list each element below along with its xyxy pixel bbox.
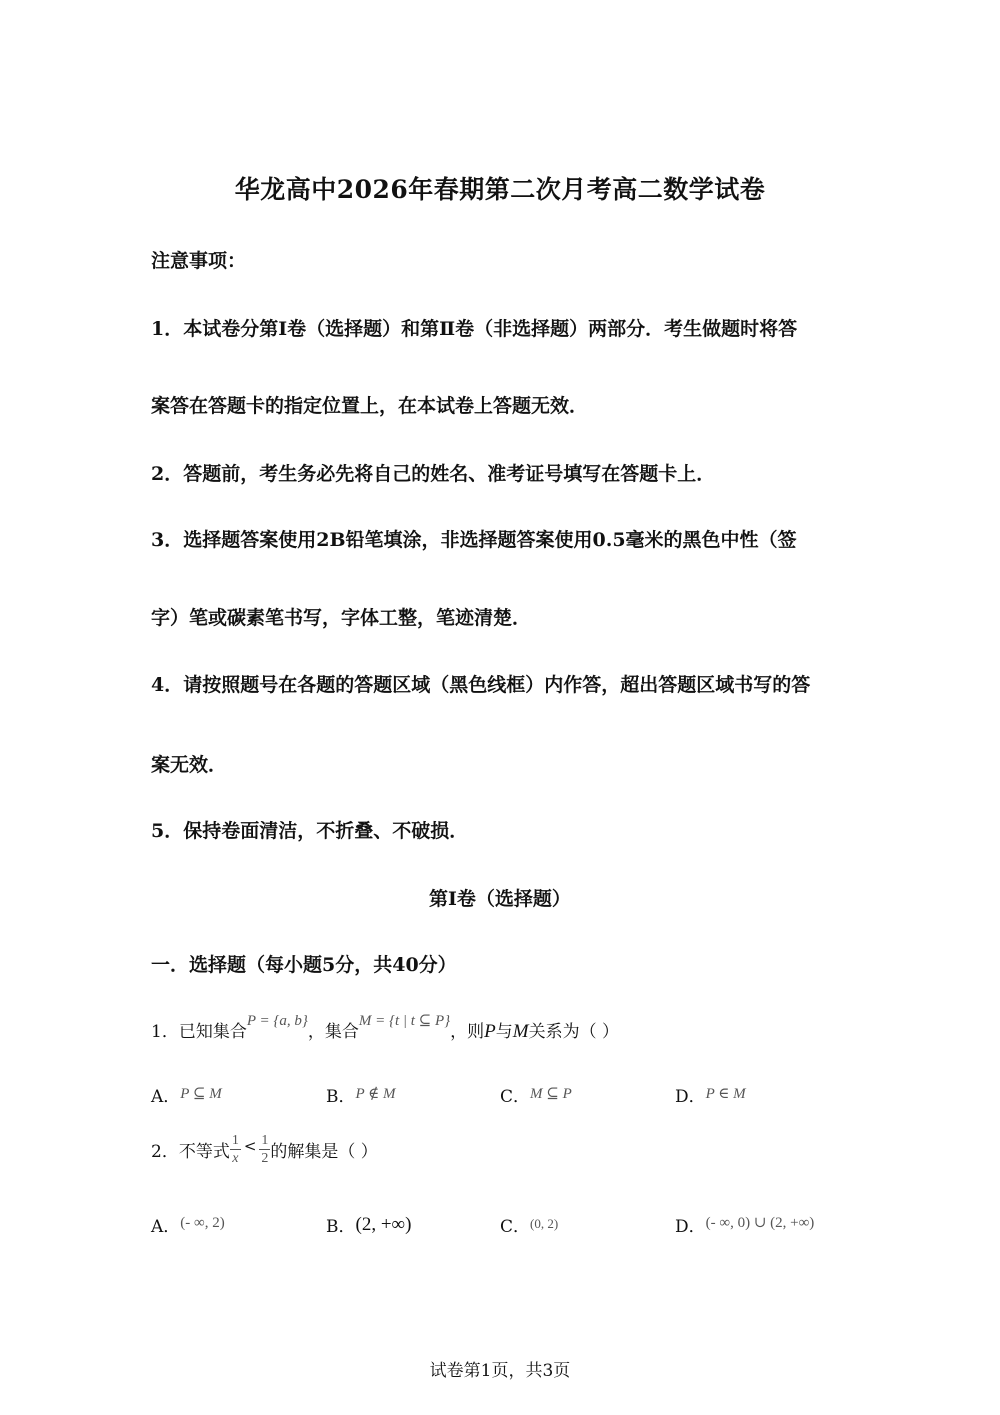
fraction-numerator: 1	[231, 1133, 239, 1148]
option-math: M ⊆ P	[530, 1086, 572, 1102]
q1-option-d	[675, 1082, 746, 1107]
page-title: 华龙高中2026年春期第二次月考高二数学试卷	[234, 175, 766, 204]
q2-fraction-2	[259, 1132, 270, 1167]
notice-line: 4．请按照题号在各题的答题区域（黑色线框）内作答，超出答题区域书写的答	[151, 674, 811, 696]
q2-option-d	[675, 1212, 814, 1237]
q1-var-m: M	[512, 1021, 529, 1042]
notice-line: 2．答题前，考生务必先将自己的姓名、准考证号填写在答题卡上．	[151, 463, 716, 485]
option-math: P ∉ M	[355, 1086, 396, 1102]
q2-option-a	[151, 1212, 225, 1237]
q1-suffix-a: ，则	[450, 1022, 485, 1042]
option-math: (2, +∞)	[355, 1214, 412, 1235]
q1-prefix: 1．已知集合	[151, 1022, 247, 1042]
q2-option-c	[500, 1212, 558, 1237]
q2-option-b	[326, 1212, 411, 1238]
option-label: D．	[675, 1087, 706, 1107]
notice-line: 案答在答题卡的指定位置上，在本试卷上答题无效．	[151, 395, 589, 417]
option-math: (- ∞, 2)	[180, 1215, 225, 1231]
option-label: A．	[151, 1087, 181, 1107]
fraction-numerator: 1	[261, 1133, 269, 1148]
notice-line: 5．保持卷面清洁，不折叠、不破损．	[151, 820, 469, 842]
q1-option-a	[151, 1082, 222, 1107]
option-label: B．	[326, 1087, 356, 1107]
q1-with: 与	[495, 1022, 513, 1042]
q1-suffix-b: 关系为（ ）	[528, 1022, 619, 1042]
q2-suffix: 的解集是（ ）	[270, 1142, 378, 1162]
q2-less-than: <	[243, 1136, 257, 1155]
page-footer: 试卷第1页，共3页	[429, 1361, 571, 1381]
option-math: P ∈ M	[705, 1086, 746, 1102]
fraction-denominator: 2	[261, 1151, 269, 1166]
fraction-denominator: x	[232, 1151, 239, 1166]
q1-var-p: P	[484, 1021, 496, 1042]
q1-set-p: P = {a, b}	[246, 1013, 308, 1029]
notice-line: 字）笔或碳素笔书写，字体工整，笔迹清楚．	[151, 607, 532, 629]
option-math: (- ∞, 0) ∪ (2, +∞)	[705, 1215, 815, 1231]
q1-set-m: M = {t | t ⊆ P}	[358, 1013, 451, 1029]
q2-fraction-1	[230, 1132, 241, 1167]
q1-mid: ，集合	[307, 1022, 359, 1042]
section1-title: 一．选择题（每小题5分，共40分）	[151, 954, 457, 976]
q1-option-b	[326, 1082, 396, 1107]
part1-title: 第Ⅰ卷（选择题）	[429, 888, 571, 910]
notice-line: 3．选择题答案使用2B铅笔填涂，非选择题答案使用0.5毫米的黑色中性（签	[151, 529, 797, 551]
question-1	[151, 1013, 619, 1043]
option-label: C．	[500, 1087, 531, 1107]
option-label: B．	[326, 1217, 356, 1237]
option-math: (0, 2)	[530, 1216, 559, 1231]
q2-prefix: 2．不等式	[151, 1142, 230, 1162]
question-2	[151, 1132, 378, 1167]
notice-line: 1．本试卷分第Ⅰ卷（选择题）和第Ⅱ卷（非选择题）两部分．考生做题时将答	[151, 318, 798, 340]
option-math: P ⊆ M	[180, 1086, 222, 1102]
q1-option-c	[500, 1082, 572, 1107]
option-label: C．	[500, 1217, 531, 1237]
notice-heading: 注意事项：	[151, 250, 247, 272]
notice-line: 案无效．	[151, 754, 228, 776]
option-label: A．	[151, 1217, 181, 1237]
option-label: D．	[675, 1217, 706, 1237]
